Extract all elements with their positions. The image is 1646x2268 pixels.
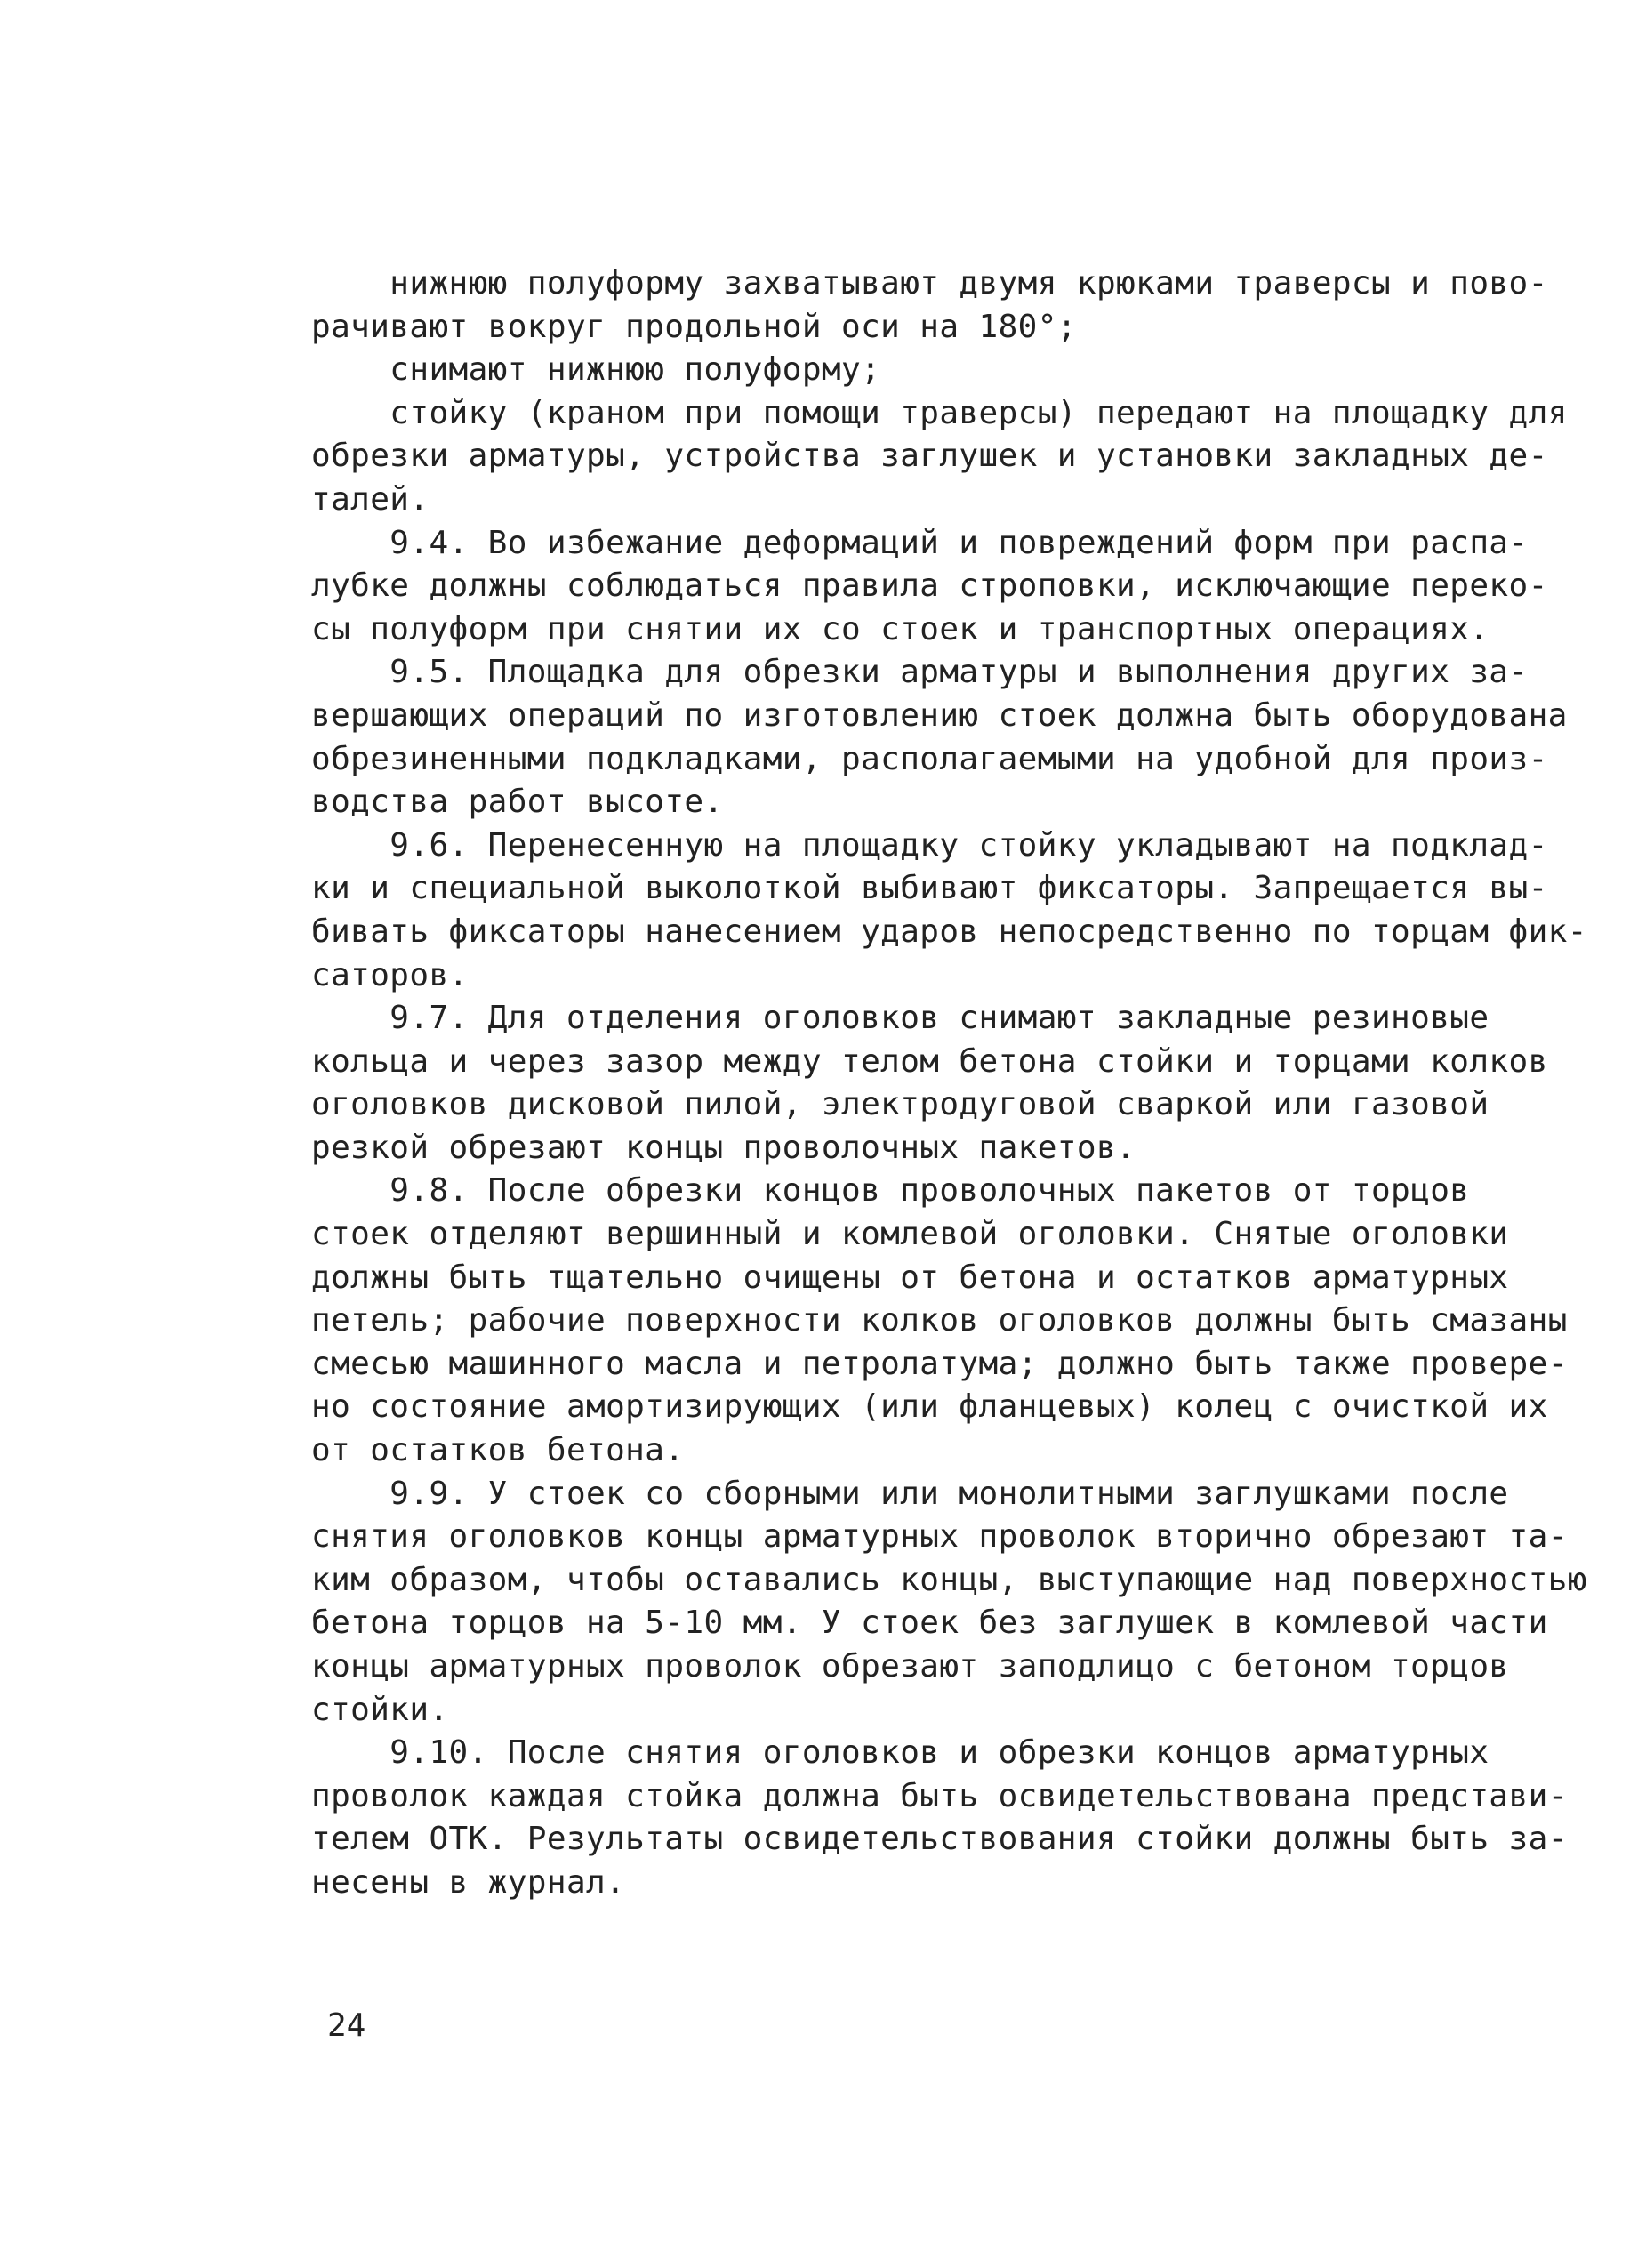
paragraph xyxy=(311,349,1467,392)
text-line: лубке должны соблюдаться правила строповки, исключающие переко- xyxy=(311,567,1548,605)
text-line: 9.5. Площадка для обрезки арматуры и выполнения других за- xyxy=(311,654,1529,691)
text-line: сы полуформ при снятии их со стоек и транспортных операциях. xyxy=(311,610,1489,647)
text-line: 9.9. У стоек со сборными или монолитными заглушками после xyxy=(311,1475,1509,1512)
text-line: петель; рабочие поверхности колков оголовков должны быть смазаны xyxy=(311,1302,1568,1339)
text-line: бивать фиксаторы нанесением ударов непосредственно по торцам фик- xyxy=(311,913,1587,950)
text-line: снимают нижнюю полуформу; xyxy=(311,351,881,389)
text-line: концы арматурных проволок обрезают заподлицо с бетоном торцов xyxy=(311,1648,1509,1685)
text-line: проволок каждая стойка должна быть освидетельствована представи- xyxy=(311,1777,1568,1814)
text-line: саторов. xyxy=(311,956,469,993)
text-line: 9.6. Перенесенную на площадку стойку укладывают на подклад- xyxy=(311,826,1548,864)
text-line: водства работ высоте. xyxy=(311,784,724,821)
text-line: но состояние амортизирующих (или фланцевых) колец с очисткой их xyxy=(311,1388,1548,1426)
paragraph xyxy=(311,1170,1568,1472)
text-line: стойку (краном при помощи траверсы) передают на площадку для xyxy=(311,394,1568,431)
page-number: 24 xyxy=(327,2007,366,2044)
text-line: обрезки арматуры, устройства заглушек и установки закладных де- xyxy=(311,438,1548,475)
text-line: телем ОТК. Результаты освидетельствования стойки должны быть за- xyxy=(311,1821,1568,1858)
paragraph xyxy=(311,522,1548,652)
text-line: должны быть тщательно очищены от бетона и остатков арматурных xyxy=(311,1259,1509,1296)
paragraph xyxy=(311,997,1548,1170)
paragraph xyxy=(311,651,1568,824)
text-line: 9.4. Во избежание деформаций и повреждений форм при распа- xyxy=(311,524,1529,561)
paragraph xyxy=(311,1473,1587,1733)
text-line: вершающих операций по изготовлению стоек должна быть оборудована xyxy=(311,696,1568,734)
text-line: снятия оголовков концы арматурных проволок вторично обрезают та- xyxy=(311,1518,1568,1556)
paragraph xyxy=(311,824,1587,997)
text-line: нижнюю полуформу захватывают двумя крюками траверсы и пово- xyxy=(311,265,1548,302)
text-line: ким образом, чтобы оставались концы, выступающие над поверхностью xyxy=(311,1561,1587,1598)
text-line: рачивают вокруг продольной оси на 180°; xyxy=(311,308,1077,345)
text-line: 9.10. После снятия оголовков и обрезки концов арматурных xyxy=(311,1734,1489,1772)
text-line: стойки. xyxy=(311,1691,449,1728)
text-line: обрезиненными подкладками, располагаемыми на удобной для произ- xyxy=(311,740,1548,777)
text-line: 9.8. После обрезки концов проволочных пакетов от торцов xyxy=(311,1172,1470,1210)
paragraph xyxy=(311,262,1548,349)
text-line: стоек отделяют вершинный и комлевой оголовки. Снятые оголовки xyxy=(311,1216,1509,1253)
text-line: оголовков дисковой пилой, электродуговой сваркой или газовой xyxy=(311,1086,1489,1123)
text-line: от остатков бетона. xyxy=(311,1432,685,1469)
text-line: бетона торцов на 5-10 мм. У стоек без заглушек в комлевой части xyxy=(311,1604,1548,1642)
text-line: смесью машинного масла и петролатума; должно быть также провере- xyxy=(311,1345,1568,1382)
body-text xyxy=(311,262,1587,1905)
text-line: ки и специальной выколоткой выбивают фиксаторы. Запрещается вы- xyxy=(311,870,1548,907)
text-line: талей. xyxy=(311,480,430,518)
text-line: резкой обрезают концы проволочных пакетов. xyxy=(311,1129,1136,1166)
text-line: 9.7. Для отделения оголовков снимают закладные резиновые xyxy=(311,1000,1489,1037)
text-line: несены в журнал. xyxy=(311,1863,626,1901)
paragraph xyxy=(311,392,1568,522)
text-line: кольца и через зазор между телом бетона стойки и торцами колков xyxy=(311,1042,1548,1080)
paragraph xyxy=(311,1732,1568,1904)
